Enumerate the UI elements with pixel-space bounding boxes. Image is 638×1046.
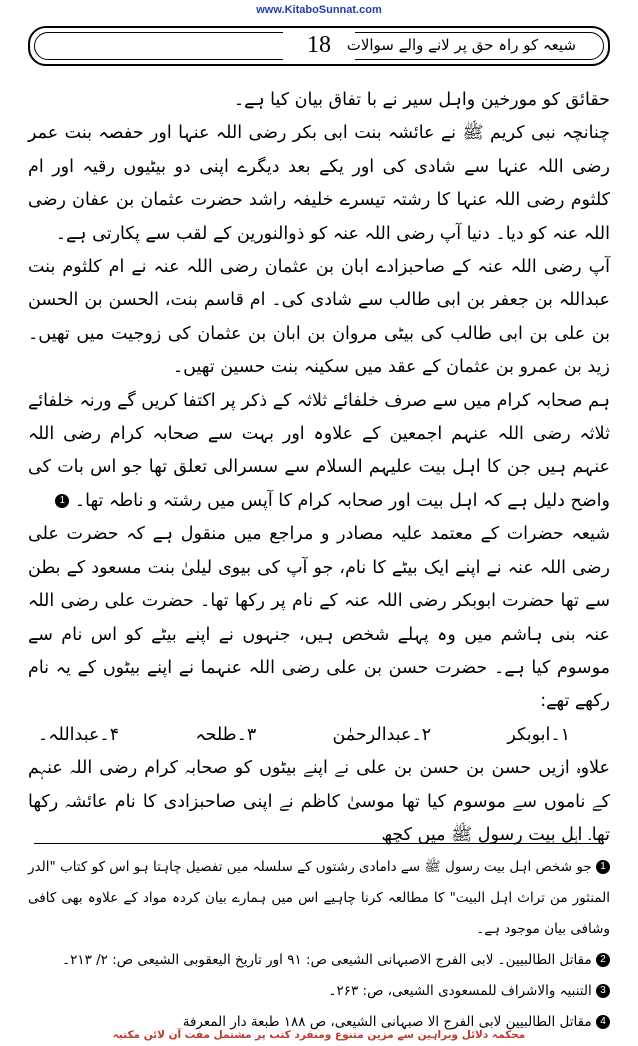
paragraph-4: [28, 385, 610, 519]
paragraph-5: شیعہ حضرات کے معتمد علیہ مصادر و مراجع میں منقول ہے کہ حضرت علی رضی اللہ عنہ نے اپنے ایک بیٹے کا نام، جو آپ کی بیوی لیلیٰ بنت مسعود کے بطن سے تھا حضرت ابوبکر رضی اللہ عنہ کے نام پر رکھا تھا۔ حضرت علی رضی اللہ عنہ بنی ہاشم میں وہ پہلے شخص ہیں، جنہوں نے اپنے بیٹے کو اس نام سے موسوم کیا ہے۔ حضرت حسن بن علی رضی اللہ عنہما نے اپنے بیٹوں کے یہ نام رکھے تھے:: [28, 524, 610, 712]
running-title: شیعہ کو راہ حق پر لانے والے سوالات: [346, 36, 576, 54]
list-item: ۳۔طلحہ: [195, 724, 257, 745]
paragraph-4-text: ہم صحابہ کرام میں سے صرف خلفائے ثلاثہ کے ذکر پر اکتفا کریں گے ورنہ خلفائے ثلاثہ رضی اللہ عنہم اجمعین کے علاوہ اور بہت سے صحابہ کرام رضی اللہ عنہم ہیں جن کا اہل بیت علیہم السلام سے سسرالی تعلق تھا جو اس بات کی واضح دلیل ہے کہ اہل بیت اور صحابہ کرام کا آپس میں رشتہ و ناطہ تھا۔: [28, 390, 610, 511]
footnote-1: [28, 852, 610, 945]
footnote-number: 4: [596, 1015, 610, 1029]
paragraph-2: چنانچہ نبی کریم ﷺ نے عائشہ بنت ابی بکر رضی اللہ عنہا اور حفصہ بنت عمر رضی اللہ عنہا سے شادی کی اور یکے بعد دیگرے اپنی دو بیٹیوں رقیہ اور ام کلثوم رضی اللہ عنہا کا رشتہ تیسرے خلیفہ راشد حضرت عثمان بن عفان رضی اللہ عنہ کو دیا۔ دنیا آپ رضی اللہ عنہ کو ذوالنورین کے لقب سے پکارتی ہے۔: [28, 123, 610, 244]
list-item: ۲۔عبدالرحمٰن: [332, 724, 432, 745]
footnote-number: 3: [596, 984, 610, 998]
page-number: 18: [283, 28, 355, 62]
footnote-3: [28, 976, 610, 1007]
footnotes: [28, 852, 610, 1038]
footnote-number: 2: [596, 953, 610, 967]
footnote-divider: [34, 843, 604, 844]
footnote-2: [28, 945, 610, 976]
footnote-number: 1: [596, 860, 610, 874]
list-item: ۱۔ابوبکر: [507, 724, 570, 745]
footnote-text: مقاتل الطالبیین لابی الفرج الا صبہانی الشیعی، ص ۱۸۸ طبعة دار المعرفة: [182, 1014, 592, 1030]
footnote-marker-1[interactable]: 1: [55, 494, 69, 508]
footnote-text: جو شخص اہل بیت رسول ﷺ سے دامادی رشتوں کے سلسلہ میں تفصیل چاہتا ہو اس کو کتاب "الدر المنثور من تراث اہل البیت" کا مطالعہ کرنا چاہیے اس میں ہمارے بیان کردہ مواد کے علاوہ بھی کافی وشافی بیان موجود ہے۔: [28, 859, 610, 937]
library-credit: محکمہ دلائل وبراہین سے مزین متنوع ومنفرد کتب پر مشتمل مفت آن لائن مکتبہ: [112, 1029, 526, 1041]
paragraph-3: آپ رضی اللہ عنہ کے صاحبزادے ابان بن عثمان رضی اللہ عنہ نے ام کلثوم بنت عبداللہ بن جعفر بن ابی طالب سے شادی کی۔ ام قاسم بنت، الحسن بن الحسن بن علی بن ابی طالب کی بیٹی مروان بن ابان بن عثمان کی زوجیت میں تھیں۔ زید بن عمرو بن عثمان کے عقد میں سکینہ بنت حسین تھیں۔: [28, 257, 610, 378]
site-url[interactable]: www.KitaboSunnat.com: [256, 4, 382, 16]
paragraph-1: حقائق کو مورخین واہل سیر نے با تفاق بیان کیا ہے۔: [233, 90, 610, 110]
closing-paragraph: علاوہ ازیں حسن بن حسن بن علی نے اپنے بیٹوں کو صحابہ کرام رضی اللہ عنہم کے ناموں سے موسوم کیا تھا موسیٰ کاظم نے اپنی صاحبزادی کا نام عائشہ رکھا تھا۔ اہل بیت رسول ﷺ میں کچھ: [28, 758, 610, 845]
page-header: [28, 26, 610, 66]
footnote-text: مقاتل الطالبیین۔ لابی الفرج الاصبہانی الشیعی ص: ۹۱ اور تاریخ الیعقوبی الشیعی ص: ۲/ ۲۱۳۔: [62, 952, 592, 968]
footnote-text: التنبیہ والاشراف للمسعودی الشیعی، ص: ۲۶۳۔: [328, 983, 592, 999]
sons-list: [28, 719, 610, 752]
list-item: ۴۔عبداللہ۔: [38, 724, 120, 745]
main-text: [28, 84, 610, 852]
